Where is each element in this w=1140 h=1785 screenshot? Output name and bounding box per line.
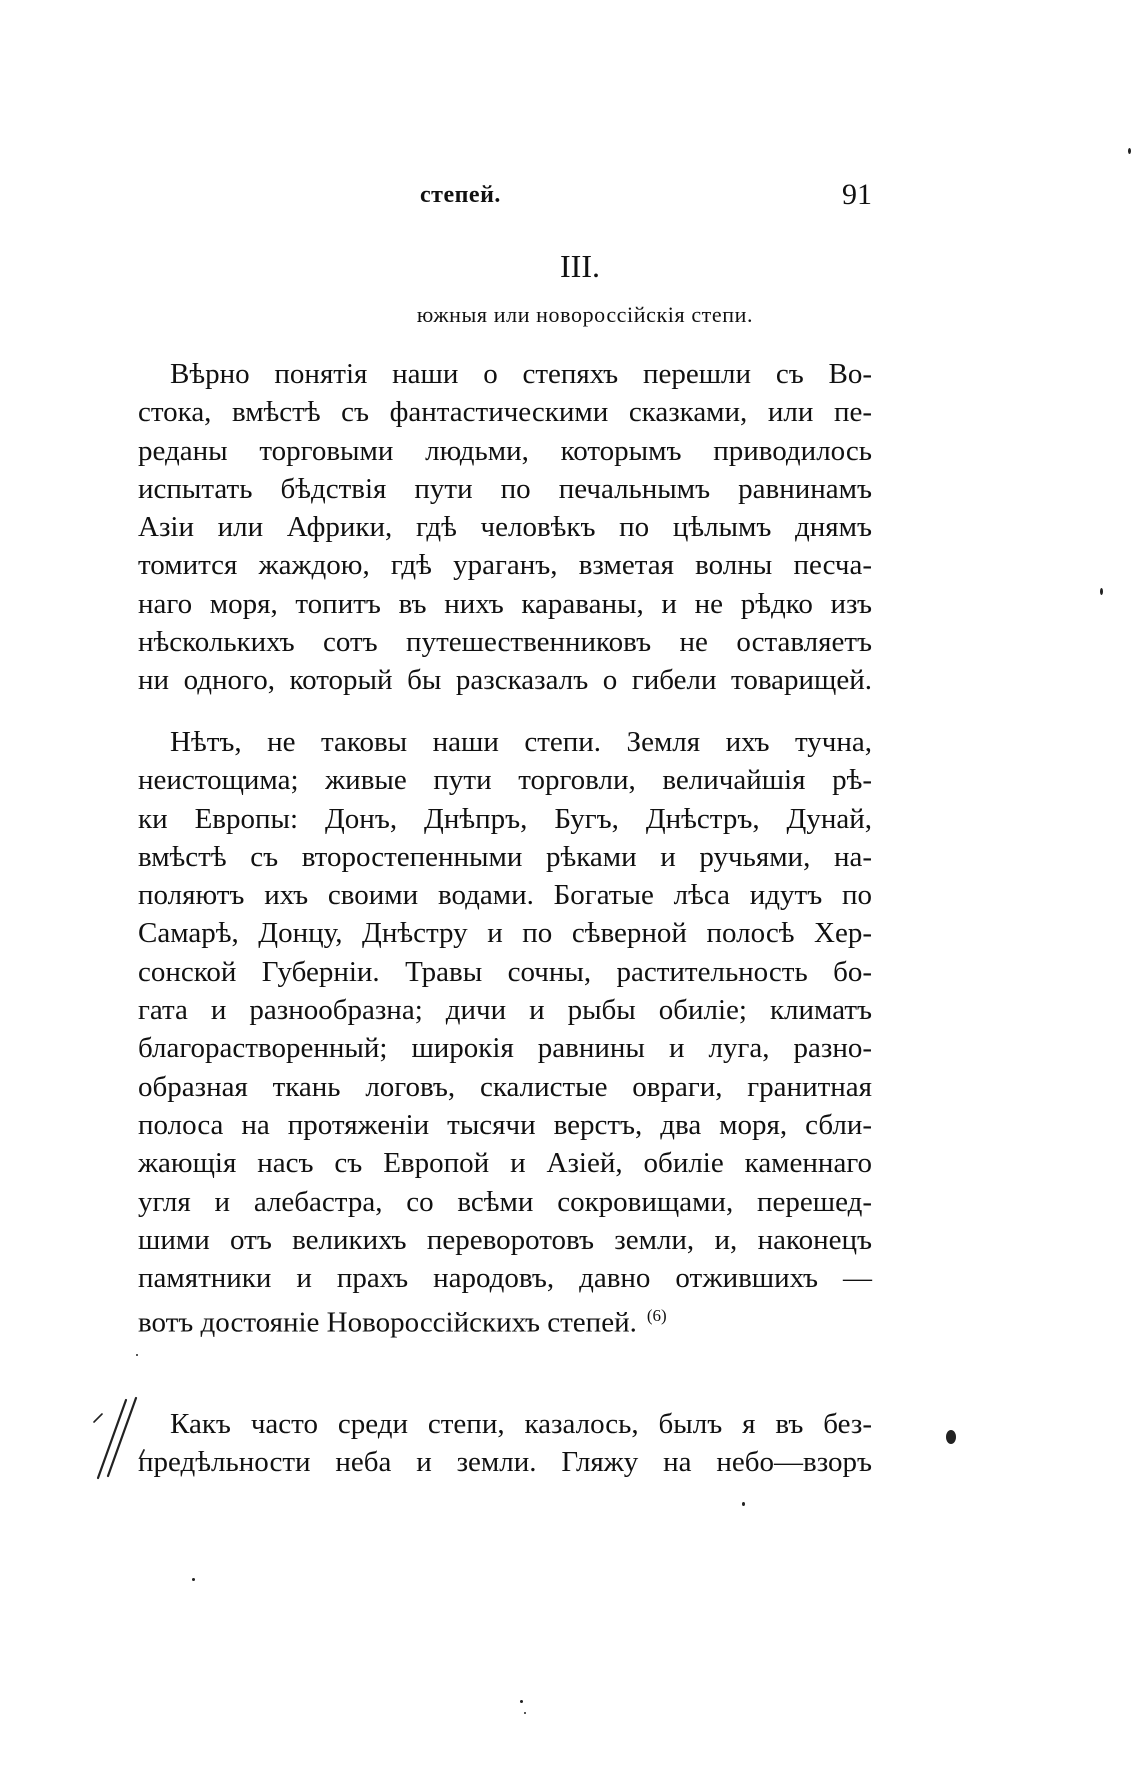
ink-speck bbox=[136, 1354, 138, 1356]
ink-speck bbox=[520, 1700, 523, 1703]
text-line: предѣльности неба и земли. Гляжу на небо—взоръ bbox=[138, 1446, 872, 1479]
ink-speck bbox=[192, 1578, 195, 1581]
text-line: ни одного, который бы разсказалъ о гибели товарищей. bbox=[138, 664, 872, 697]
running-head bbox=[138, 178, 872, 218]
section-title: южныя или новороссійскія степи. bbox=[416, 302, 754, 327]
text-line: томится жаждою, гдѣ ураганъ, взметая волны песча- bbox=[138, 549, 872, 582]
text-line: памятники и прахъ народовъ, давно отжившихъ — bbox=[138, 1262, 872, 1295]
text-line-content: вотъ достояніе Новороссійскихъ степей. bbox=[138, 1307, 637, 1340]
text-line: полоса на протяженіи тысячи верстъ, два моря, сбли- bbox=[138, 1108, 872, 1141]
text-line: Вѣрно понятія наши о степяхъ перешли съ Во- bbox=[170, 358, 872, 390]
paragraph-1 bbox=[138, 355, 872, 700]
ink-speck bbox=[1128, 148, 1131, 154]
section-number: III. bbox=[560, 248, 600, 284]
text-line: образная ткань логовъ, скалистые овраги, гранитная bbox=[138, 1070, 872, 1103]
text-line: Нѣтъ, не таковы наши степи. Земля ихъ тучна, bbox=[170, 726, 872, 758]
text-line: Азіи или Африки, гдѣ человѣкъ по цѣлымъ днямъ bbox=[138, 511, 872, 544]
text-line: наго моря, топитъ въ нихъ караваны, и не рѣдко изъ bbox=[138, 587, 872, 620]
text-line: нѣсколькихъ сотъ путешественниковъ не оставляетъ bbox=[138, 626, 872, 659]
text-line-last bbox=[138, 1297, 872, 1340]
text-line: стока, вмѣстѣ съ фантастическими сказками, или пе- bbox=[138, 396, 872, 429]
text-line: Какъ часто среди степи, казалось, былъ я въ без- bbox=[170, 1408, 872, 1440]
ink-speck bbox=[1100, 588, 1103, 595]
ink-speck bbox=[946, 1430, 956, 1444]
text-line: шими отъ великихъ переворотовъ земли, и, наконецъ bbox=[138, 1223, 872, 1256]
paragraph-3 bbox=[138, 1405, 872, 1482]
page-number: 91 bbox=[842, 178, 872, 211]
text-line: благорастворенный; широкія равнины и луга, разно- bbox=[138, 1032, 872, 1065]
text-line: ки Европы: Донъ, Днѣпръ, Бугъ, Днѣстръ, Дунай, bbox=[138, 802, 872, 835]
text-line: сонской Губерніи. Травы сочны, растительность бо- bbox=[138, 955, 872, 988]
ink-speck bbox=[524, 1712, 526, 1714]
running-title: степей. bbox=[420, 182, 501, 208]
text-line: вмѣстѣ съ второстепенными рѣками и ручьями, на- bbox=[138, 840, 872, 873]
text-line: угля и алебастра, со всѣми сокровищами, перешед- bbox=[138, 1185, 872, 1218]
footnote-reference: (6) bbox=[646, 1306, 667, 1326]
text-line: гата и разнообразна; дичи и рыбы обиліе; климатъ bbox=[138, 994, 872, 1027]
text-line: неистощима; живые пути торговли, величайшія рѣ- bbox=[138, 764, 872, 797]
text-line: жающія насъ съ Европой и Азіей, обиліе каменнаго bbox=[138, 1147, 872, 1180]
paragraph-2 bbox=[138, 723, 872, 1340]
text-line: испытать бѣдствія пути по печальнымъ равнинамъ bbox=[138, 472, 872, 505]
text-line: Самарѣ, Донцу, Днѣстру и по сѣверной полосѣ Хер- bbox=[138, 917, 872, 950]
text-line: поляютъ ихъ своими водами. Богатые лѣса идутъ по bbox=[138, 879, 872, 912]
text-line: реданы торговыми людьми, которымъ приводилось bbox=[138, 434, 872, 467]
ink-speck bbox=[742, 1502, 745, 1506]
